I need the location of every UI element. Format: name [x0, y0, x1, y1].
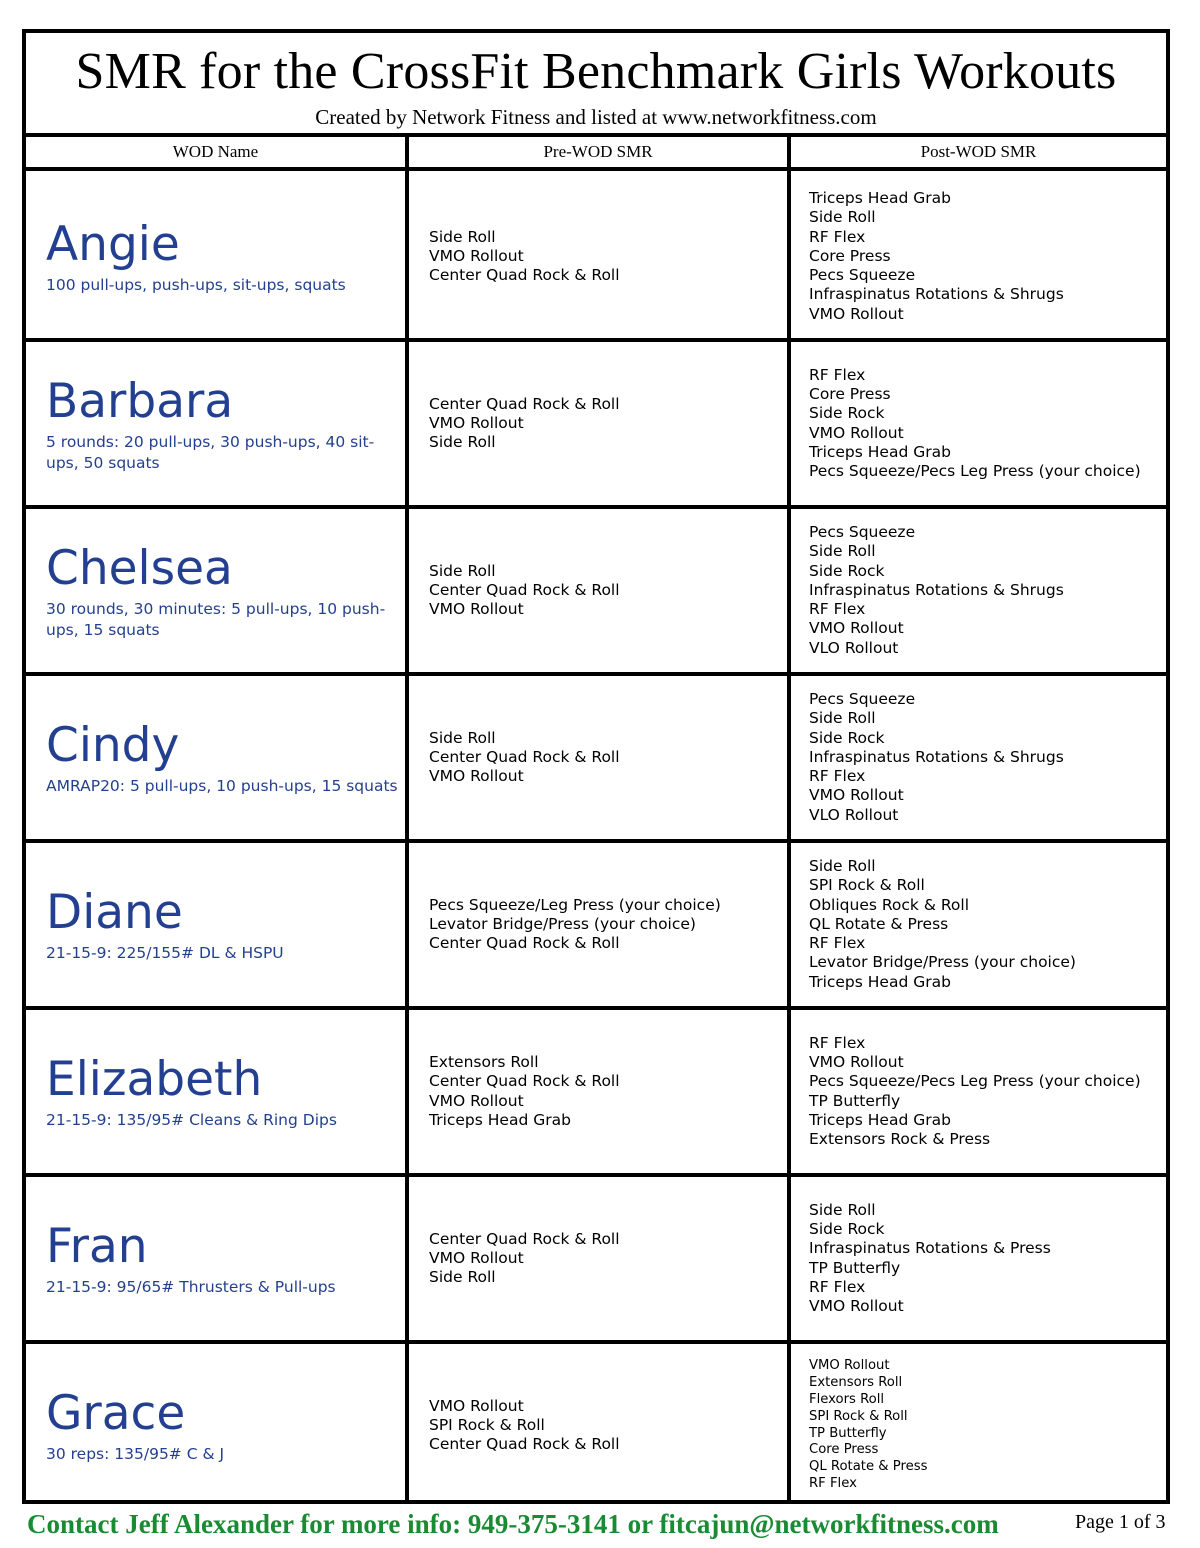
smr-item: Obliques Rock & Roll: [809, 895, 970, 914]
post-wod-cell-list: [809, 366, 1141, 481]
wod-cell: [26, 1177, 405, 1340]
smr-item: Side Roll: [429, 433, 496, 452]
smr-item: QL Rotate & Press: [809, 914, 949, 933]
smr-item: RF Flex: [809, 600, 866, 619]
post-wod-cell-list: [809, 189, 1064, 323]
smr-item: TP Butterfly: [809, 1425, 887, 1441]
smr-item: VMO Rollout: [809, 1053, 904, 1072]
smr-item: Center Quad Rock & Roll: [429, 394, 620, 413]
smr-item: VMO Rollout: [809, 786, 904, 805]
pre-wod-cell-list: [429, 896, 721, 954]
post-wod-cell-list: [809, 1358, 927, 1492]
smr-item: VMO Rollout: [809, 619, 904, 638]
smr-item: Side Roll: [429, 728, 496, 747]
smr-item: Side Roll: [809, 709, 876, 728]
smr-item: VMO Rollout: [809, 1358, 890, 1374]
pre-wod-cell-list: [429, 1230, 620, 1288]
pre-wod-cell-list: [429, 1053, 620, 1130]
smr-item: VMO Rollout: [429, 1091, 524, 1110]
smr-item: Triceps Head Grab: [809, 1110, 951, 1129]
post-wod-cell-list: [809, 690, 1064, 824]
wod-cell: [26, 1344, 405, 1507]
post-wod-cell: [791, 1344, 1166, 1507]
smr-item: Center Quad Rock & Roll: [429, 266, 620, 285]
smr-item: Triceps Head Grab: [809, 189, 951, 208]
table-row: [26, 342, 1166, 509]
smr-item: VMO Rollout: [429, 1396, 524, 1415]
wod-name: Barbara: [46, 373, 234, 429]
smr-item: Side Roll: [429, 227, 496, 246]
smr-item: Extensors Roll: [809, 1375, 903, 1391]
pre-wod-cell: [409, 342, 787, 505]
post-wod-cell: [791, 676, 1166, 839]
smr-item: Pecs Squeeze: [809, 523, 916, 542]
smr-item: Levator Bridge/Press (your choice): [429, 914, 696, 933]
smr-item: RF Flex: [809, 767, 866, 786]
wod-name: Diane: [46, 885, 183, 940]
smr-item: Pecs Squeeze: [809, 266, 916, 285]
post-wod-cell: [791, 1177, 1166, 1340]
page-title: SMR for the CrossFit Benchmark Girls Workouts: [75, 43, 1117, 100]
smr-item: VMO Rollout: [429, 600, 524, 619]
smr-item: Center Quad Rock & Roll: [429, 934, 620, 953]
smr-item: VMO Rollout: [429, 413, 524, 432]
pre-wod-cell: [409, 1177, 787, 1340]
smr-item: Triceps Head Grab: [429, 1110, 571, 1129]
smr-item: Side Roll: [809, 1200, 876, 1219]
wod-name: Angie: [46, 217, 180, 272]
table-row: [26, 1177, 1166, 1344]
pre-wod-cell: [409, 843, 787, 1006]
post-wod-cell-list: [809, 523, 1064, 657]
smr-table: [22, 29, 1170, 1504]
table-row: [26, 1344, 1166, 1511]
wod-description: 21-15-9: 225/155# DL & HSPU: [46, 944, 284, 962]
column-header-post-wod: Post-WOD SMR: [791, 137, 1166, 171]
wod-cell: [26, 175, 405, 338]
smr-item: Center Quad Rock & Roll: [429, 1435, 620, 1454]
wod-name: Fran: [46, 1219, 148, 1274]
smr-item: Side Roll: [809, 857, 876, 876]
smr-item: VMO Rollout: [809, 1296, 904, 1315]
wod-description: 30 reps: 135/95# C & J: [46, 1445, 225, 1463]
smr-item: SPI Rock & Roll: [809, 1408, 908, 1424]
smr-item: RF Flex: [809, 1033, 866, 1052]
smr-item: RF Flex: [809, 1277, 866, 1296]
post-wod-cell: [791, 1010, 1166, 1173]
smr-item: SPI Rock & Roll: [809, 876, 925, 895]
table-row: [26, 175, 1166, 342]
smr-item: Center Quad Rock & Roll: [429, 747, 620, 766]
table-header: [26, 33, 1166, 137]
smr-item: VLO Rollout: [809, 638, 899, 657]
wod-cell: [26, 676, 405, 839]
smr-item: VMO Rollout: [429, 767, 524, 786]
smr-item: TP Butterfly: [809, 1091, 901, 1110]
smr-item: RF Flex: [809, 1475, 857, 1491]
smr-item: Extensors Rock & Press: [809, 1129, 991, 1148]
smr-item: VLO Rollout: [809, 805, 899, 824]
pre-wod-cell-list: [429, 562, 620, 620]
page-number: Page 1 of 3: [1075, 1511, 1166, 1533]
smr-item: Extensors Roll: [429, 1053, 539, 1072]
smr-item: Triceps Head Grab: [809, 972, 951, 991]
smr-item: TP Butterfly: [809, 1258, 901, 1277]
post-wod-cell-list: [809, 857, 1076, 991]
smr-item: VMO Rollout: [809, 423, 904, 442]
smr-item: Pecs Squeeze/Pecs Leg Press (your choice): [809, 1072, 1141, 1091]
smr-item: Core Press: [809, 385, 891, 404]
smr-item: Side Rock: [809, 404, 885, 423]
smr-item: Infraspinatus Rotations & Shrugs: [809, 285, 1064, 304]
smr-item: QL Rotate & Press: [809, 1459, 928, 1475]
post-wod-cell: [791, 342, 1166, 505]
wod-name: Elizabeth: [46, 1052, 263, 1107]
smr-item: VMO Rollout: [429, 246, 524, 265]
pre-wod-cell-list: [429, 1397, 620, 1455]
table-row: [26, 509, 1166, 676]
pre-wod-cell: [409, 1010, 787, 1173]
smr-item: RF Flex: [809, 227, 866, 246]
wod-cell: [26, 509, 405, 672]
smr-item: Side Rock: [809, 1220, 885, 1239]
smr-item: RF Flex: [809, 934, 866, 953]
smr-item: Side Rock: [809, 561, 885, 580]
post-wod-cell: [791, 175, 1166, 338]
post-wod-cell: [791, 843, 1166, 1006]
post-wod-cell: [791, 509, 1166, 672]
smr-item: Infraspinatus Rotations & Shrugs: [809, 747, 1064, 766]
footer-contact: Contact Jeff Alexander for more info: 949-375-3141 or fitcajun@networkfitness.com: [27, 1509, 999, 1539]
smr-item: VMO Rollout: [429, 1248, 524, 1267]
smr-item: Triceps Head Grab: [809, 442, 951, 461]
smr-item: Side Roll: [429, 1268, 496, 1287]
smr-item: Center Quad Rock & Roll: [429, 1229, 620, 1248]
smr-item: Pecs Squeeze/Leg Press (your choice): [429, 895, 721, 914]
wod-description: AMRAP20: 5 pull-ups, 10 push-ups, 15 squats: [46, 777, 398, 795]
wod-name: Cindy: [46, 718, 180, 773]
wod-description: 5 rounds: 20 pull-ups, 30 push-ups, 40 sit-ups, 50 squats: [46, 432, 375, 472]
pre-wod-cell-list: [429, 729, 620, 787]
smr-item: Side Rock: [809, 728, 885, 747]
table-row: [26, 1010, 1166, 1177]
smr-item: Core Press: [809, 1442, 879, 1458]
wod-description: 100 pull-ups, push-ups, sit-ups, squats: [46, 276, 346, 294]
smr-item: Core Press: [809, 246, 891, 265]
table-row: [26, 676, 1166, 843]
smr-item: Pecs Squeeze/Pecs Leg Press (your choice): [809, 461, 1141, 480]
wod-description: 30 rounds, 30 minutes: 5 pull-ups, 10 push-ups, 15 squats: [46, 599, 386, 639]
wod-cell: [26, 843, 405, 1006]
wod-cell: [26, 342, 405, 505]
pre-wod-cell: [409, 676, 787, 839]
smr-item: Pecs Squeeze: [809, 690, 916, 709]
smr-item: Center Quad Rock & Roll: [429, 1072, 620, 1091]
page-subtitle: Created by Network Fitness and listed at www.networkfitness.com: [315, 105, 877, 129]
table-row: [26, 843, 1166, 1010]
smr-item: SPI Rock & Roll: [429, 1415, 545, 1434]
smr-item: Side Roll: [809, 208, 876, 227]
smr-item: Center Quad Rock & Roll: [429, 580, 620, 599]
wod-name: Grace: [46, 1386, 186, 1441]
wod-name: Chelsea: [46, 540, 233, 596]
smr-item: RF Flex: [809, 365, 866, 384]
column-header-wod-name: WOD Name: [26, 137, 405, 171]
wod-cell: [26, 1010, 405, 1173]
smr-item: Levator Bridge/Press (your choice): [809, 953, 1076, 972]
pre-wod-cell: [409, 175, 787, 338]
smr-item: VMO Rollout: [809, 304, 904, 323]
wod-description: 21-15-9: 135/95# Cleans & Ring Dips: [46, 1111, 337, 1129]
smr-item: Infraspinatus Rotations & Press: [809, 1239, 1051, 1258]
smr-item: Side Roll: [429, 561, 496, 580]
column-header-pre-wod: Pre-WOD SMR: [409, 137, 787, 171]
post-wod-cell-list: [809, 1201, 1051, 1316]
pre-wod-cell-list: [429, 228, 620, 286]
pre-wod-cell: [409, 1344, 787, 1507]
smr-item: Infraspinatus Rotations & Shrugs: [809, 580, 1064, 599]
pre-wod-cell-list: [429, 395, 620, 453]
post-wod-cell-list: [809, 1034, 1141, 1149]
smr-item: Flexors Roll: [809, 1391, 885, 1407]
smr-item: Side Roll: [809, 542, 876, 561]
wod-description: 21-15-9: 95/65# Thrusters & Pull-ups: [46, 1278, 336, 1296]
pre-wod-cell: [409, 509, 787, 672]
